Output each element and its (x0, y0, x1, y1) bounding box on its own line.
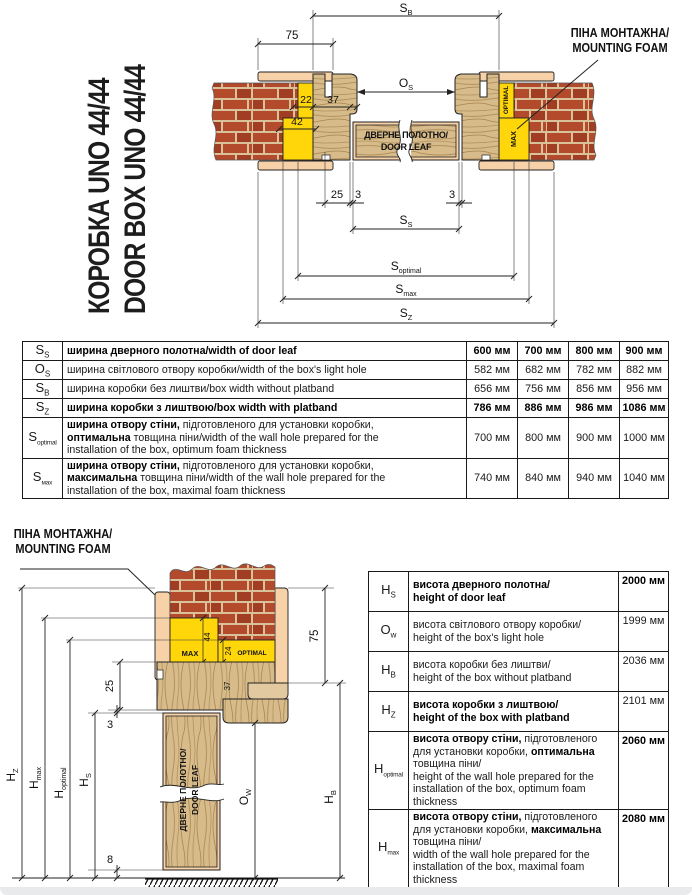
dim-3: 3 (106, 719, 114, 731)
dim-os: $O_S$ (398, 76, 414, 92)
dim-hz: $H_Z$ (4, 768, 20, 782)
dim-hmax: $H_{max}$ (27, 767, 43, 789)
casing-right (275, 588, 288, 697)
dim-25: 25 (330, 189, 344, 201)
dim-hb: $H_B$ (322, 790, 338, 804)
row-value: 600 мм (467, 342, 518, 361)
mounting-foam-en: MOUNTING FOAM (572, 41, 668, 55)
dim-soptimal: $S_{optimal}$ (390, 259, 422, 275)
mounting-foam-ua: ПІНА МОНТАЖНА/ (570, 26, 670, 40)
row-value: 1086 мм (620, 399, 669, 418)
row-value: 700 мм (518, 342, 569, 361)
mounting-foam-en: MOUNTING FOAM (15, 542, 111, 556)
row-value: 986 мм (569, 399, 620, 418)
door-leaf-label-en: DOOR LEAF (190, 764, 200, 816)
row-value: 800 мм (569, 342, 620, 361)
row-value: 656 мм (467, 380, 518, 399)
row-description: висота коробки з лиштвою/ height of the box with platband (409, 692, 619, 732)
row-value: 1000 мм (620, 418, 669, 459)
row-symbol: $O_w$ (369, 612, 409, 652)
row-description: висота отвору стіни, підготовленого для установки коробки, оптимальна товщина піни/ height of the wall hole prepared for the installation of the box, optimum foam thickness (409, 732, 619, 810)
frame-notch-left (322, 155, 330, 160)
row-value: 900 мм (569, 418, 620, 459)
row-symbol: $S_S$ (23, 342, 63, 361)
table-row (23, 418, 669, 459)
row-value: 800 мм (518, 418, 569, 459)
table-row (369, 612, 669, 652)
row-value: 2101 мм (619, 692, 669, 732)
row-value: 582 мм (467, 361, 518, 380)
row-value: 786 мм (467, 399, 518, 418)
row-symbol: $S_Z$ (23, 399, 63, 418)
foam-max-label: MAX (509, 131, 518, 147)
row-value: 900 мм (620, 342, 669, 361)
door-leaf-section (160, 713, 224, 870)
row-value: 856 мм (569, 380, 620, 399)
row-value: 2000 мм (619, 572, 669, 612)
table-row (369, 572, 669, 612)
row-symbol: $H_B$ (369, 652, 409, 692)
row-symbol: $O_S$ (23, 361, 63, 380)
row-value: 956 мм (620, 380, 669, 399)
row-description: ширина дверного полотна/width of door leaf (63, 342, 467, 361)
dim-25: 25 (104, 679, 116, 693)
table-row (23, 342, 669, 361)
row-value: 782 мм (569, 361, 620, 380)
table-row (23, 399, 669, 418)
dim-3-left: 3 (354, 189, 362, 201)
row-description: ширина світлового отвору коробки/width of the box's light hole (63, 361, 467, 380)
platband-end (248, 683, 288, 699)
table-row (369, 692, 669, 732)
door-stop (223, 699, 288, 723)
row-symbol: $H_{max}$ (369, 810, 409, 888)
row-symbol: $H_Z$ (369, 692, 409, 732)
table-row (23, 361, 669, 380)
row-description: висота світлового отвору коробки/ height of the box's light hole (409, 612, 619, 652)
dim-22: 22 (300, 94, 312, 106)
dim-44: 44 (203, 632, 212, 642)
row-description: ширина коробки з лиштвою/box width with platband (63, 399, 467, 418)
dim-42: 42 (291, 116, 303, 128)
row-description: висота коробки без лиштви/ height of the box without platband (409, 652, 619, 692)
dim-hs: $H_S$ (77, 773, 93, 787)
width-table (22, 341, 669, 499)
door-leaf-label-ua: ДВЕРНЕ ПОЛОТНО/ (364, 130, 448, 140)
head-groove (157, 670, 163, 679)
row-description: висота дверного полотна/ height of door leaf (409, 572, 619, 612)
row-value: 1040 мм (620, 458, 669, 499)
table-row (369, 732, 669, 810)
foam-max-label: MAX (181, 649, 199, 658)
door-frame-left (313, 74, 357, 160)
row-value: 2080 мм (619, 810, 669, 888)
dim-37: 37 (327, 94, 339, 106)
row-value: 2036 мм (619, 652, 669, 692)
dim-ow: $O_W$ (237, 788, 253, 806)
page-title-en: DOOR BOX UNO 44/44 (119, 64, 152, 314)
foam-leader-line (20, 569, 155, 595)
row-value: 740 мм (467, 458, 518, 499)
row-symbol: $H_S$ (369, 572, 409, 612)
row-symbol: $S_{optimal}$ (23, 418, 63, 459)
mounting-foam-ua: ПІНА МОНТАЖНА/ (13, 527, 113, 541)
row-value: 1999 мм (619, 612, 669, 652)
dim-3-right: 3 (448, 189, 456, 201)
row-value: 840 мм (518, 458, 569, 499)
dim-24: 24 (224, 646, 233, 656)
height-table (368, 571, 669, 888)
page-edge (0, 887, 692, 895)
row-value: 940 мм (569, 458, 620, 499)
table-row (23, 458, 669, 499)
page-title-ua: КОРОБКА UNO 44/44 (83, 78, 116, 314)
row-description: ширина отвору стіни, підготовленого для установки коробки, максимальна товщина піни/width of the wall hole prepared for the installation of the box, maximal foam thickness (63, 458, 467, 499)
door-leaf-section (353, 120, 459, 162)
dim-75: 75 (309, 629, 321, 643)
row-value: 886 мм (518, 399, 569, 418)
table-row (369, 810, 669, 888)
row-symbol: $S_B$ (23, 380, 63, 399)
row-description: ширина отвору стіни, підготовленого для установки коробки, оптимальна товщина піни/width of the wall hole prepared for the installation of the box, optimum foam thickness (63, 418, 467, 459)
row-description: висота отвору стіни, підготовленого для установки коробки, максимальна товщина піни/ width of the wall hole prepared for the installation of the box, maximal foam thickness (409, 810, 619, 888)
dim-8: 8 (106, 854, 114, 866)
foam-optimal-label: OPTIMAL (503, 85, 510, 115)
table-row (369, 652, 669, 692)
mounting-foam-callout-top (561, 26, 679, 56)
dim-sz: $S_Z$ (399, 306, 413, 322)
row-value: 2060 мм (619, 732, 669, 810)
row-value: 756 мм (518, 380, 569, 399)
dim-75: 75 (285, 30, 299, 42)
foam-optimal-label: OPTIMAL (237, 650, 267, 657)
row-value: 882 мм (620, 361, 669, 380)
dim-sb: $S_B$ (399, 1, 413, 17)
door-frame-right (455, 74, 499, 160)
frame-notch-right (482, 155, 490, 160)
door-leaf-label-en: DOOR LEAF (380, 142, 432, 152)
table-row (23, 380, 669, 399)
row-description: ширина коробки без лиштви/box width without platband (63, 380, 467, 399)
row-symbol: $H_{optimal}$ (369, 732, 409, 810)
row-value: 682 мм (518, 361, 569, 380)
dim-ss: $S_S$ (399, 213, 413, 229)
row-symbol: $S_{мах}$ (23, 458, 63, 499)
door-leaf-label-ua: ДВЕРНЕ ПОЛОТНО/ (178, 748, 188, 832)
dim-smax: $S_{max}$ (395, 282, 417, 298)
dim-hoptimal: $H_{optimal}$ (52, 767, 68, 799)
dim-37: 37 (223, 681, 232, 691)
row-value: 700 мм (467, 418, 518, 459)
